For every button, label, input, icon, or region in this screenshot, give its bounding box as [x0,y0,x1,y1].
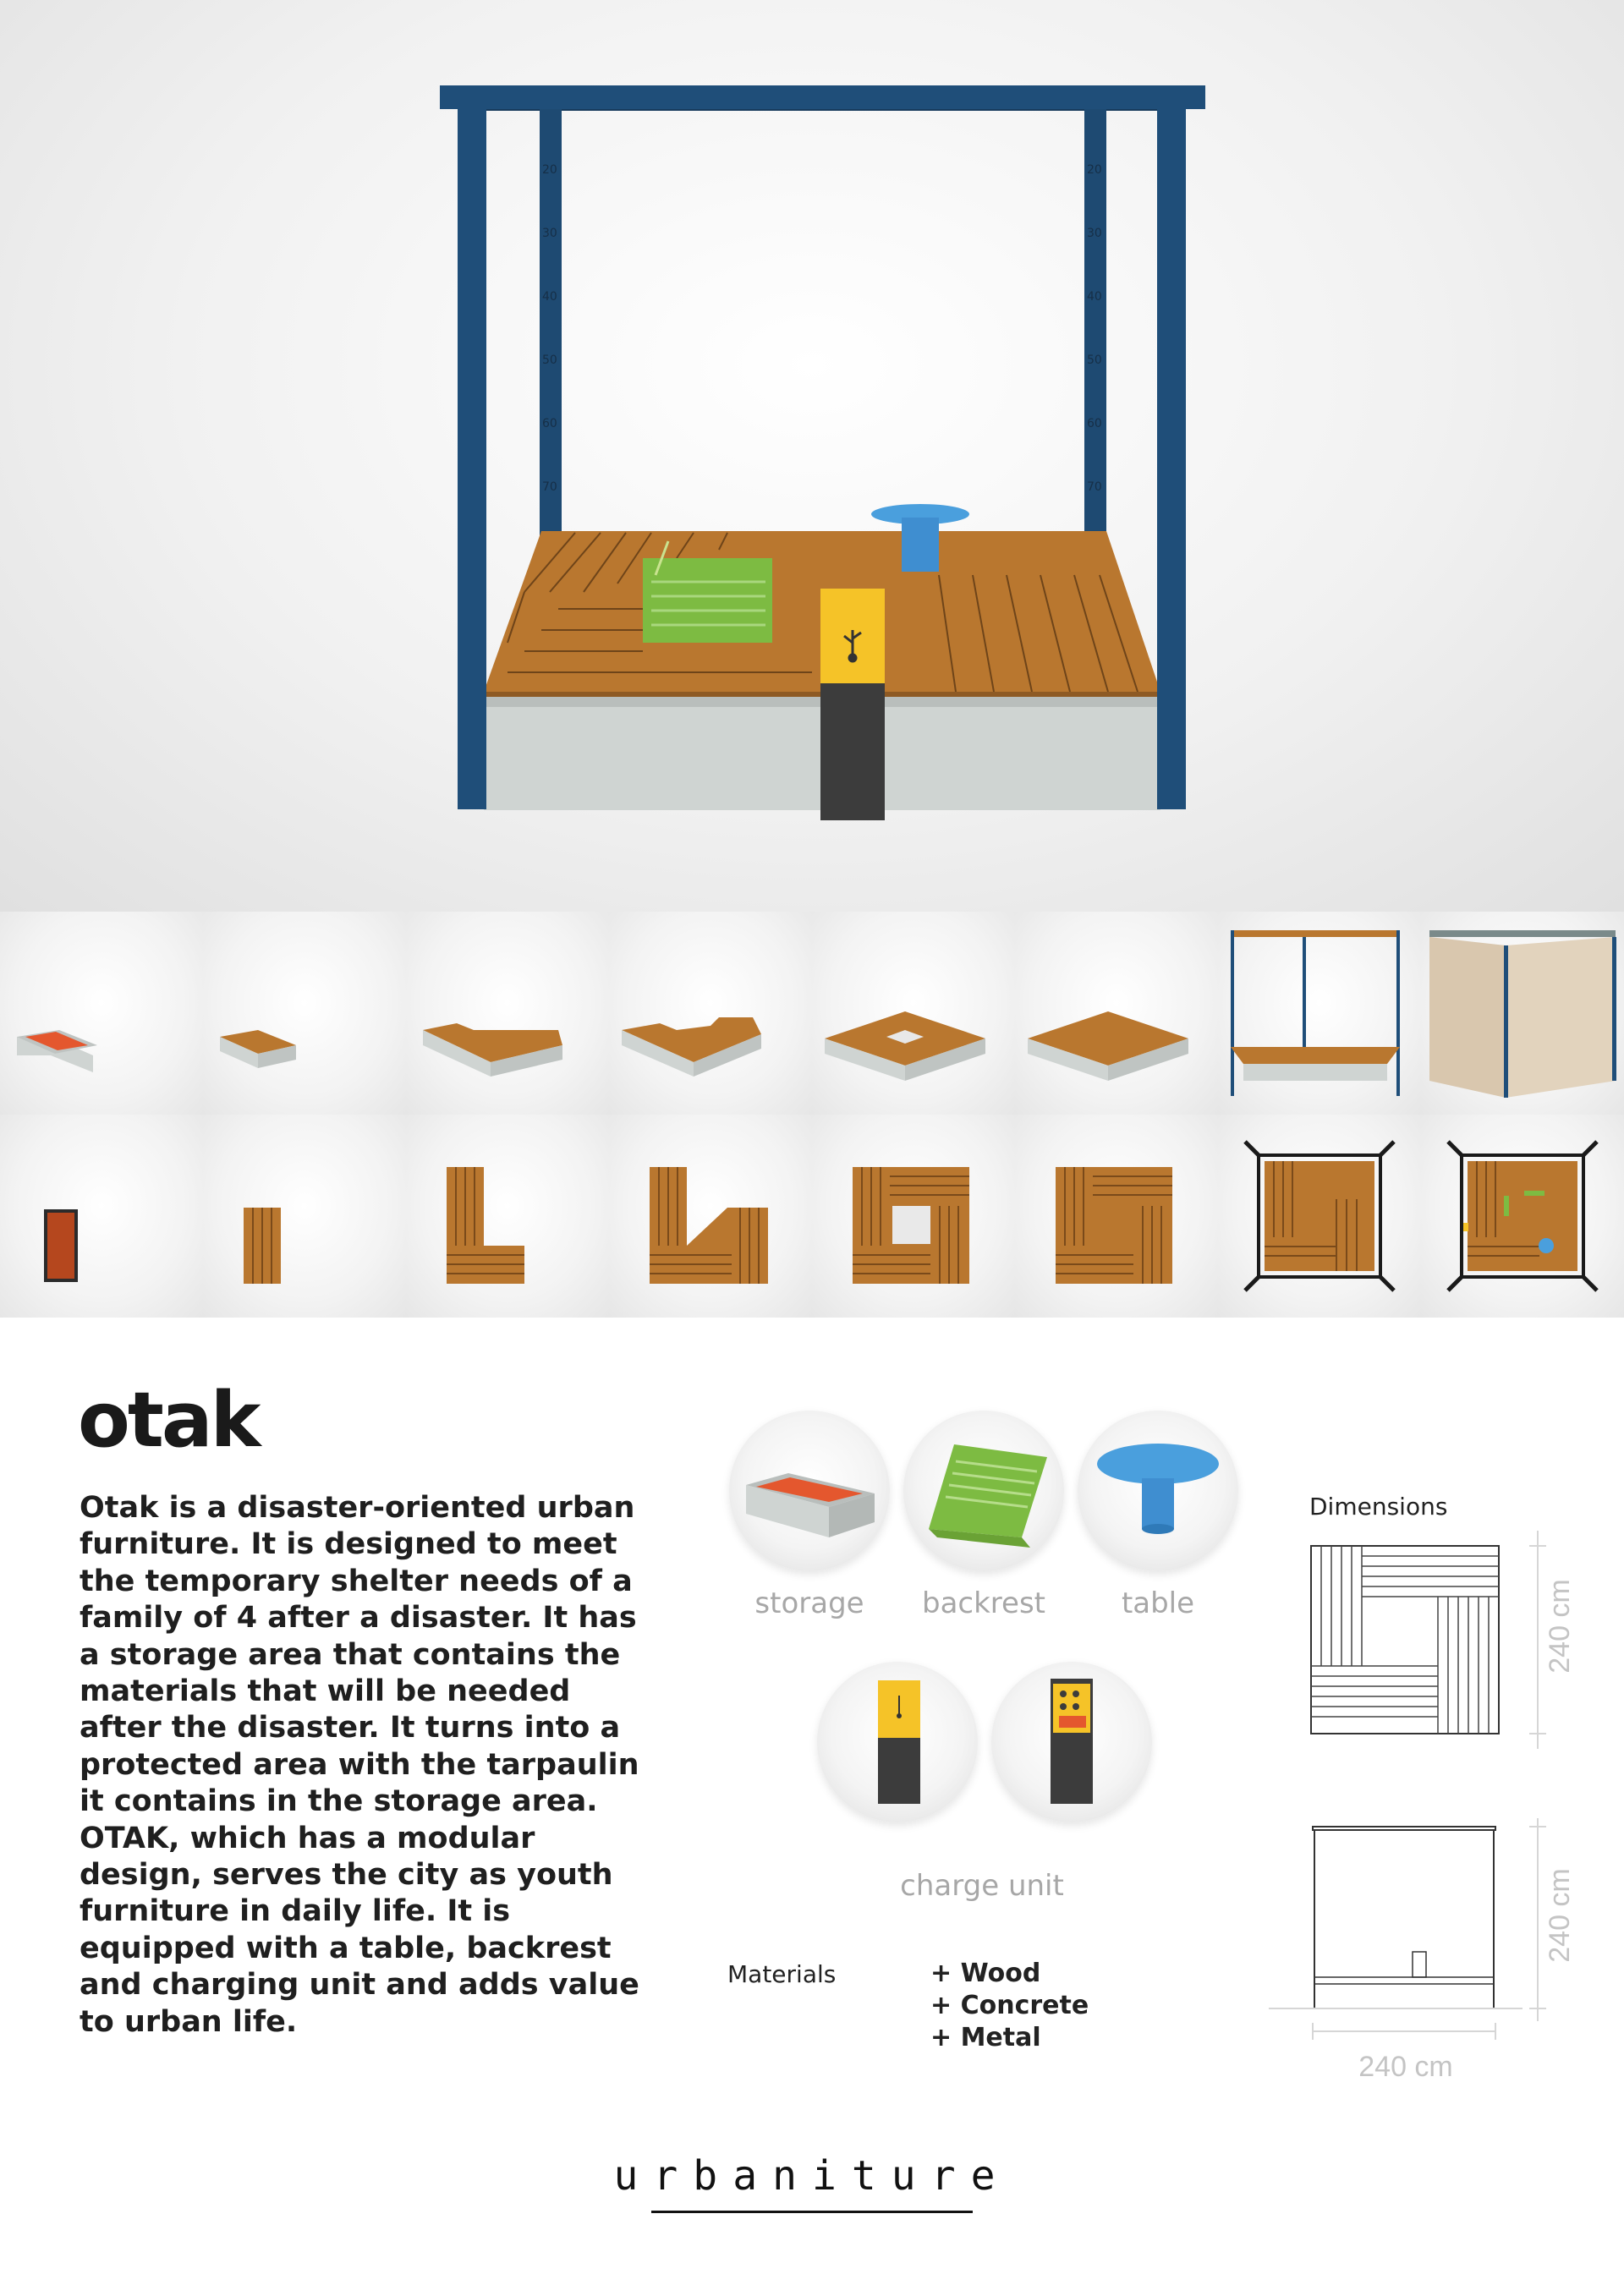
svg-text:20: 20 [542,163,557,177]
material-metal: + Metal [930,2023,1041,2052]
configurations-top-view-strip [0,1115,1624,1318]
material-concrete: + Concrete [930,1991,1089,2020]
svg-text:40: 40 [1087,290,1102,304]
config-l-perspective [406,912,609,1115]
config-bench-top [203,1115,406,1318]
config-frame-top [1218,1115,1421,1318]
table-component-image [1078,1411,1238,1571]
charge-unit-usb-image [817,1662,978,1822]
svg-text:50: 50 [542,353,557,367]
config-storage-perspective [0,912,203,1115]
svg-text:20: 20 [1087,163,1102,177]
charge-unit-label: charge unit [900,1869,1064,1903]
materials-label: Materials [727,1960,837,1988]
config-storage-top [0,1115,203,1318]
svg-text:50: 50 [1087,353,1102,367]
svg-text:40: 40 [542,290,557,304]
otak-shelter-illustration [0,0,1624,912]
config-ring-perspective [812,912,1015,1115]
backrest-component-image [903,1411,1064,1571]
svg-text:30: 30 [542,227,557,240]
product-description: Otak is a disaster-oriented urban furniture. It is designed to meet the temporary shelter needs of a family of 4 after a disaster. It has a storage area that contains the materials that will be needed after the disaster. It turns into a protected area with the tarpaulin it contains in the storage area. OTAK, which has a modular design, serves the city as youth furniture in daily life. It is equipped with a table, backrest and charging unit and adds value to urban life. [80,1491,639,2039]
config-square-perspective [1015,912,1218,1115]
backrest-label: backrest [922,1586,1045,1620]
svg-text:60: 60 [1087,417,1102,430]
svg-text:60: 60 [542,417,557,430]
charge-unit-socket-image [991,1662,1152,1822]
config-bench-perspective [203,912,406,1115]
config-square-top [1015,1115,1218,1318]
elevation-height-dimension: 240 cm [1544,1868,1576,1963]
config-u-perspective [609,912,812,1115]
hero-render [0,0,1624,912]
config-tarpaulin-perspective [1421,912,1624,1115]
storage-component-image [729,1411,890,1571]
brand-logo-text: urbaniture [613,2152,1011,2200]
dimension-drawings [1269,1531,1573,2055]
elevation-width-dimension: 240 cm [1358,2051,1453,2083]
svg-text:30: 30 [1087,227,1102,240]
dimension-line-drawings [1269,1531,1573,2055]
table-label: table [1121,1586,1195,1620]
storage-label: storage [754,1586,864,1620]
config-frame-perspective [1218,912,1421,1115]
plan-depth-dimension: 240 cm [1544,1579,1576,1674]
material-wood: + Wood [930,1959,1041,1988]
config-u-top [609,1115,812,1318]
config-l-top [406,1115,609,1318]
dimensions-label: Dimensions [1309,1493,1448,1521]
svg-text:70: 70 [1087,480,1102,494]
svg-text:70: 70 [542,480,557,494]
configurations-perspective-strip [0,912,1624,1115]
config-equipped-top [1421,1115,1624,1318]
brand-underline [651,2211,973,2213]
config-ring-top [812,1115,1015,1318]
product-title: otak [78,1376,259,1465]
